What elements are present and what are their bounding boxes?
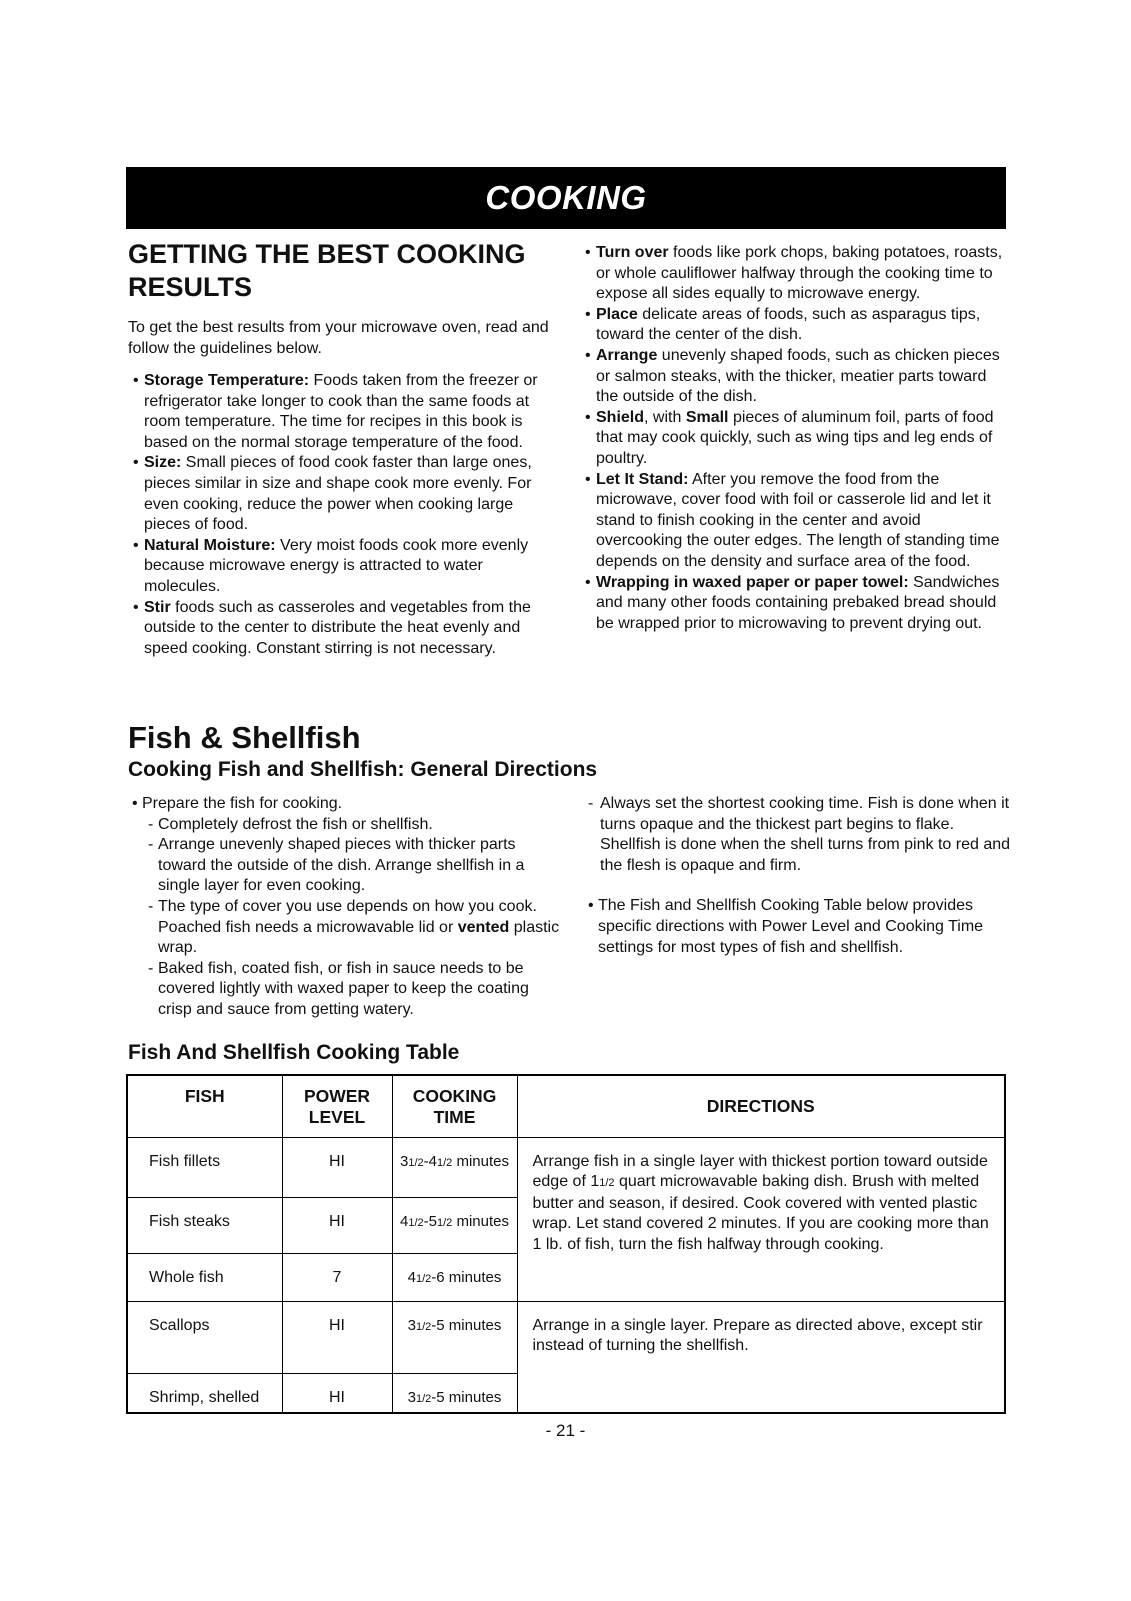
fish-cell: Fish fillets <box>127 1137 282 1197</box>
header-cooking-time: COOKING TIME <box>392 1075 517 1137</box>
table-row <box>127 1301 1005 1373</box>
general-directions-heading: Cooking Fish and Shellfish: General Directions <box>128 758 598 781</box>
page-number: - 21 - <box>545 1421 586 1440</box>
list-item: • Turn over foods like pork chops, baking potatoes, roasts, or whole cauliflower halfway through the cooking time to expose all sides equally to microwave energy. <box>582 243 1010 305</box>
power-cell: 7 <box>282 1253 392 1301</box>
header-power-level: POWER LEVEL <box>282 1075 392 1137</box>
list-item: - The type of cover you use depends on how you cook. Poached fish needs a microwavable lid or vented plastic wrap. <box>130 897 560 959</box>
directions-cell: Arrange in a single layer. Prepare as directed above, except stir instead of turning the shellfish. <box>517 1301 1005 1413</box>
time-cell: 31/2-5 minutes <box>392 1373 517 1413</box>
banner-title: COOKING <box>485 179 647 216</box>
list-item: • Arrange unevenly shaped foods, such as chicken pieces or salmon steaks, with the thicker, meatier parts toward the outside of the dish. <box>582 346 1010 408</box>
time-cell: 31/2-41/2 minutes <box>392 1137 517 1197</box>
fish-cell: Fish steaks <box>127 1197 282 1253</box>
list-item: • Natural Moisture: Very moist foods cook more evenly because microwave energy is attracted to water molecules. <box>130 536 562 598</box>
directions-right <box>586 794 1011 958</box>
list-item: - Completely defrost the fish or shellfish. <box>130 815 560 836</box>
list-item: • Let It Stand: After you remove the food from the microwave, cover food with foil or casserole lid and let it stand to finish cooking in the center and avoid overcooking the outer edges. The length of standing time depends on the density and surface area of the food. <box>582 470 1010 573</box>
power-cell: HI <box>282 1197 392 1253</box>
list-item: - Always set the shortest cooking time. Fish is done when it turns opaque and the thickest part begins to flake. Shellfish is done when the shell turns from pink to red and the flesh is opaque and firm. <box>586 794 1011 876</box>
fish-section-heading: Fish & Shellfish <box>128 720 361 755</box>
table-header-row <box>127 1075 1005 1137</box>
section-banner <box>126 167 1006 229</box>
table-row <box>127 1137 1005 1197</box>
header-directions: DIRECTIONS <box>517 1075 1005 1137</box>
power-cell: HI <box>282 1373 392 1413</box>
power-cell: HI <box>282 1301 392 1373</box>
list-item: • Shield, with Small pieces of aluminum foil, parts of food that may cook quickly, such as wing tips and leg ends of poultry. <box>582 408 1010 470</box>
time-cell: 41/2-51/2 minutes <box>392 1197 517 1253</box>
time-cell: 41/2-6 minutes <box>392 1253 517 1301</box>
directions-left <box>130 794 560 1021</box>
time-cell: 31/2-5 minutes <box>392 1301 517 1373</box>
list-item: • Prepare the fish for cooking. <box>130 794 560 815</box>
fish-cell: Scallops <box>127 1301 282 1373</box>
list-item: • The Fish and Shellfish Cooking Table below provides specific directions with Power Level and Cooking Time settings for most types of fish and shellfish. <box>586 896 1011 958</box>
best-results-left-list <box>130 371 562 659</box>
list-item: • Wrapping in waxed paper or paper towel: Sandwiches and many other foods containing prebaked bread should be wrapped prior to microwaving to prevent drying out. <box>582 573 1010 635</box>
table-title: Fish And Shellfish Cooking Table <box>128 1041 460 1064</box>
list-item: • Storage Temperature: Foods taken from the freezer or refrigerator take longer to cook than the same foods at room temperature. The time for recipes in this book is based on the normal storage temperature of the food. <box>130 371 562 453</box>
list-item: • Stir foods such as casseroles and vegetables from the outside to the center to distribute the heat evenly and speed cooking. Constant stirring is not necessary. <box>130 598 562 660</box>
best-results-right-list <box>582 243 1010 634</box>
list-item: - Arrange unevenly shaped pieces with thicker parts toward the outside of the dish. Arrange shellfish in a single layer for even cooking. <box>130 835 560 897</box>
best-results-heading: GETTING THE BEST COOKING RESULTS <box>128 239 526 302</box>
best-results-intro: To get the best results from your microwave oven, read and follow the guidelines below. <box>128 319 549 357</box>
fish-cell: Whole fish <box>127 1253 282 1301</box>
list-item: • Place delicate areas of foods, such as asparagus tips, toward the center of the dish. <box>582 305 1010 346</box>
cooking-table <box>126 1074 1006 1414</box>
directions-cell: Arrange fish in a single layer with thickest portion toward outside edge of 11/2 quart microwavable baking dish. Brush with melted butter and season, if desired. Cook covered with vented plastic wrap. Let stand covered 2 minutes. If you are cooking more than 1 lb. of fish, turn the fish halfway through cooking. <box>517 1137 1005 1301</box>
fish-cell: Shrimp, shelled <box>127 1373 282 1413</box>
power-cell: HI <box>282 1137 392 1197</box>
header-fish: FISH <box>127 1075 282 1137</box>
list-item: - Baked fish, coated fish, or fish in sauce needs to be covered lightly with waxed paper to keep the coating crisp and sauce from getting watery. <box>130 959 560 1021</box>
list-item: • Size: Small pieces of food cook faster than large ones, pieces similar in size and shape cook more evenly. For even cooking, reduce the power when cooking large pieces of food. <box>130 453 562 535</box>
